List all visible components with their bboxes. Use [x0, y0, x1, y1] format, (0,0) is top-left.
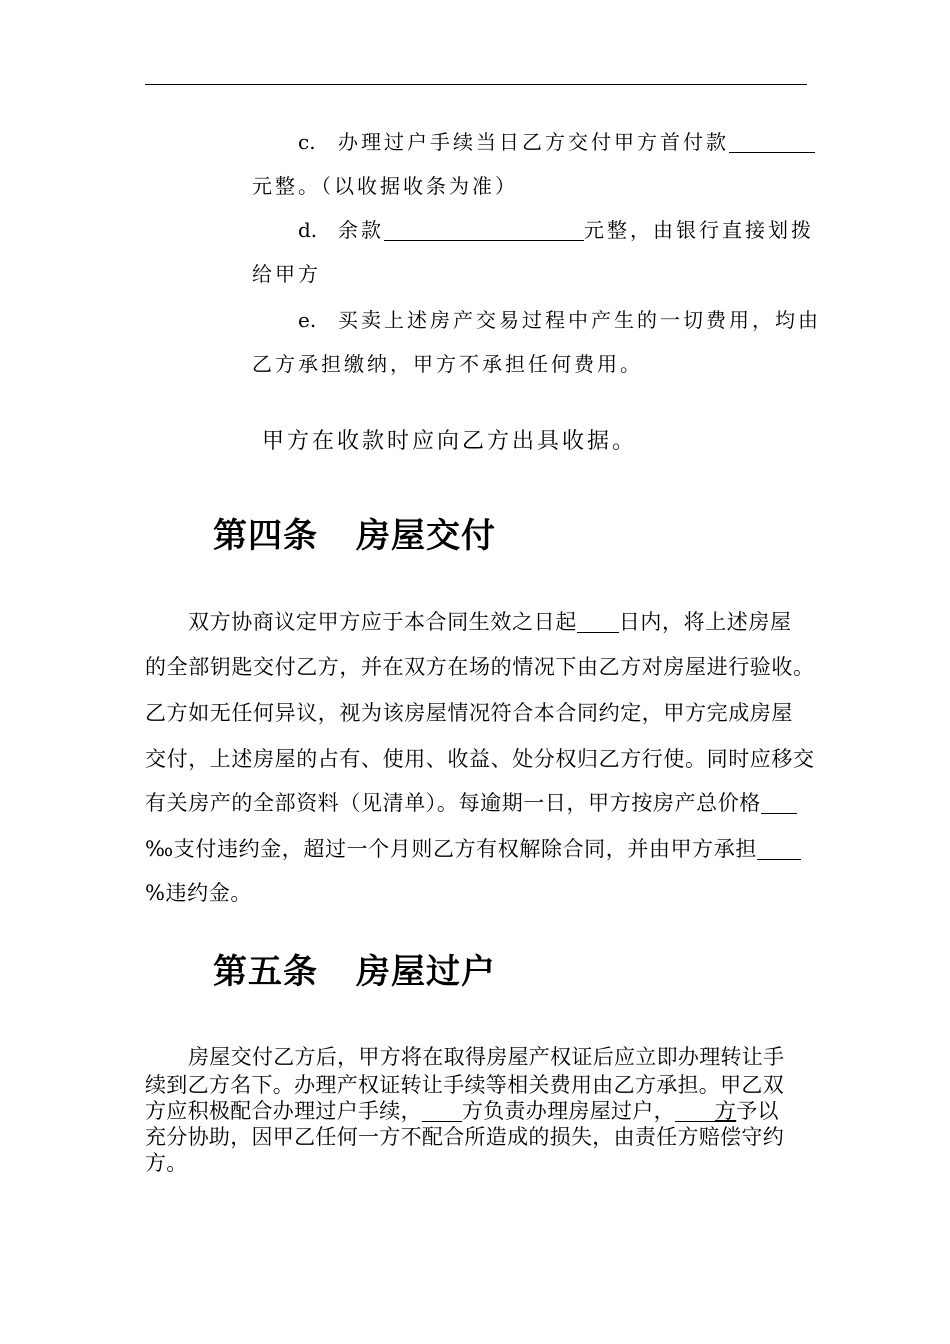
article-4-line-5: [145, 787, 797, 817]
article-4-line-5-text: 有关房产的全部资料（见清单）。每逾期一日，甲方按房产总价格: [145, 791, 761, 815]
article-5-heading: [213, 944, 496, 993]
article-5-title: 房屋过户: [356, 952, 496, 992]
item-e-continuation: 乙方承担缴纳，甲方不承担任何费用。: [252, 352, 643, 376]
article-4-line-6-text: ‰支付违约金，超过一个月则乙方有权解除合同，并由甲方承担: [145, 837, 757, 861]
header-rule: [145, 84, 807, 85]
item-e: [298, 304, 821, 333]
article-5-line-3-d: 予以: [736, 1099, 779, 1123]
balance-blank: [384, 220, 584, 241]
item-e-mark: e.: [298, 308, 317, 332]
article-4-heading: [213, 508, 496, 557]
item-d-text-b: 元整，由银行直接划拨: [584, 218, 814, 242]
article-5-line-1: 房屋交付乙方后，甲方将在取得房屋产权证后应立即办理转让手: [188, 1045, 785, 1069]
item-c: [298, 126, 815, 155]
down-payment-blank: [729, 132, 815, 153]
article-5-line-3-a: 方应积极配合办理过户手续，: [145, 1099, 422, 1123]
penalty-rate-blank: [761, 793, 797, 814]
receipt-note: 甲方在收款时应向乙方出具收据。: [262, 429, 638, 454]
article-4-line-3: 乙方如无任何异议，视为该房屋情况符合本合同约定，甲方完成房屋: [145, 701, 793, 725]
article-5-line-3-c: 方: [714, 1099, 737, 1123]
article-5-line-2: 续到乙方名下。办理产权证转让手续等相关费用由乙方承担。甲乙双: [145, 1073, 784, 1097]
article-4-line-1: [188, 606, 792, 636]
assist-party-blank: [675, 1101, 715, 1122]
article-4-line-6: [145, 833, 801, 863]
article-4-line-1-b: 日内，将上述房屋: [618, 610, 792, 634]
item-d-mark: d.: [298, 218, 318, 242]
item-d-continuation: 给甲方: [252, 262, 321, 286]
transfer-party-blank: [422, 1101, 462, 1122]
delivery-days-blank: [577, 612, 619, 633]
item-d-text-a: 余款: [338, 218, 384, 242]
article-4-line-4: 交付，上述房屋的占有、使用、收益、处分权归乙方行使。同时应移交: [145, 747, 815, 771]
article-4-line-7: %违约金。: [145, 881, 252, 905]
article-4-number: 第四条: [213, 516, 318, 556]
item-c-mark: c.: [298, 130, 316, 154]
article-4-line-1-a: 双方协商议定甲方应于本合同生效之日起: [188, 610, 577, 634]
article-4-title: 房屋交付: [356, 516, 496, 556]
article-4-line-2: 的全部钥匙交付乙方，并在双方在场的情况下由乙方对房屋进行验收。: [145, 655, 815, 679]
item-c-text: 办理过户手续当日乙方交付甲方首付款: [338, 130, 729, 154]
article-5-line-3-b: 方负责办理房屋过户，: [461, 1099, 675, 1123]
item-e-text: 买卖上述房产交易过程中产生的一切费用，均由: [338, 308, 821, 332]
item-d: [298, 214, 814, 243]
article-5-line-4: 充分协助，因甲乙任何一方不配合所造成的损失，由责任方赔偿守约: [145, 1125, 784, 1149]
article-5-line-5: 方。: [145, 1151, 188, 1175]
article-5-number: 第五条: [213, 952, 318, 992]
item-c-continuation: 元整。（以收据收条为准）: [252, 174, 518, 198]
liquidated-damages-blank: [757, 839, 801, 860]
